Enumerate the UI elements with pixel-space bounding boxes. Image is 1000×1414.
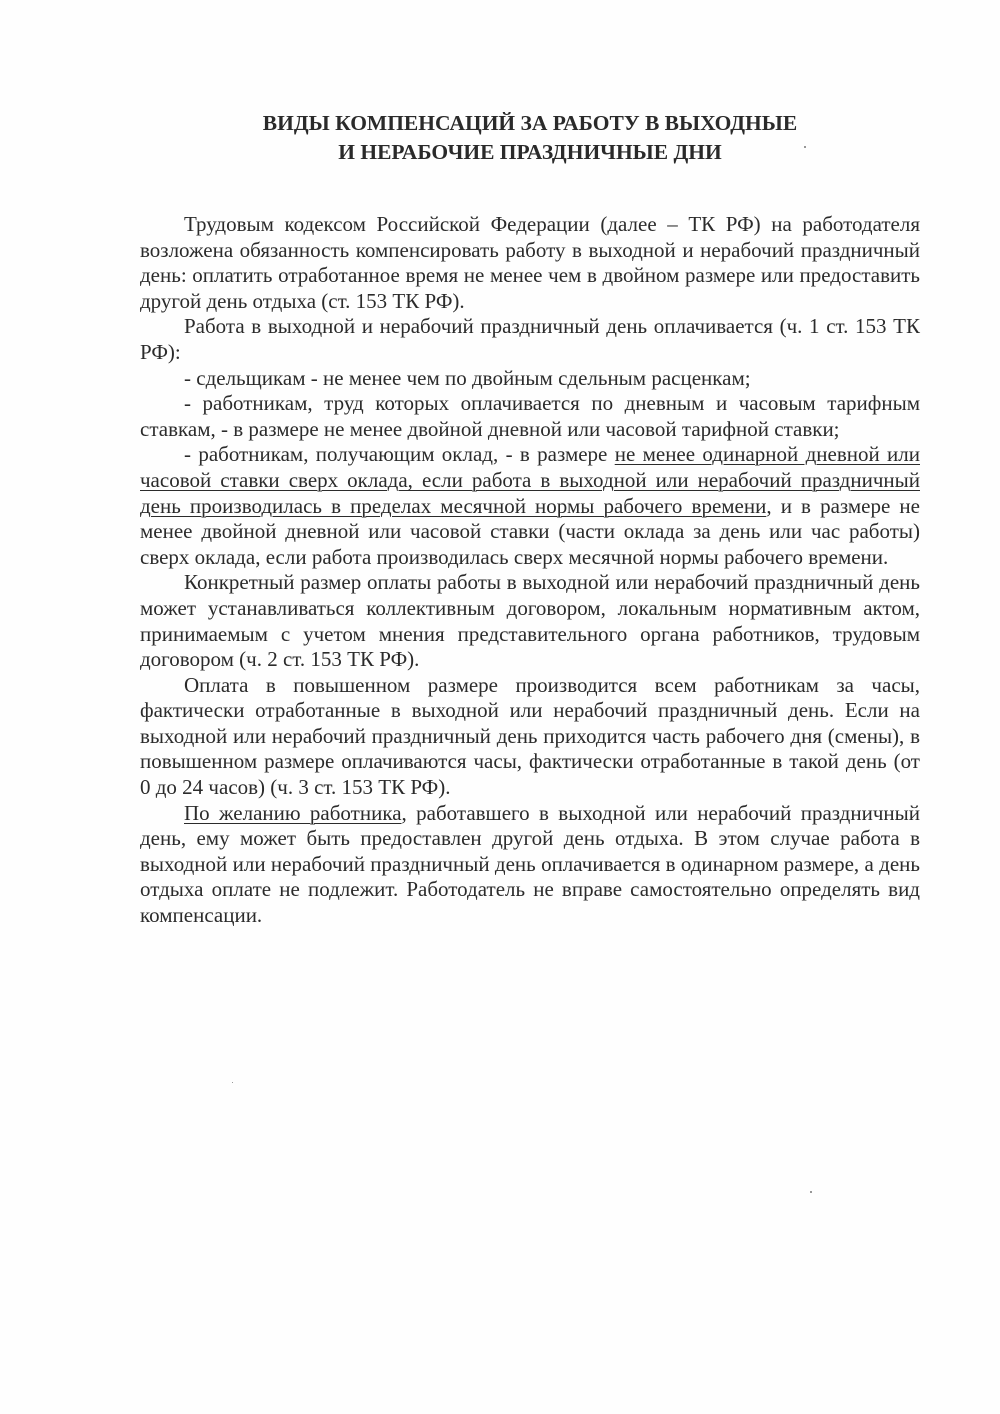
title-line-1: ВИДЫ КОМПЕНСАЦИЙ ЗА РАБОТУ В ВЫХОДНЫЕ bbox=[262, 111, 798, 135]
list-item-salaried-workers bbox=[140, 442, 920, 570]
paragraph-intro: Трудовым кодексом Российской Федерации (далее – ТК РФ) на работодателя возложена обязанность компенсировать работу в выходной и нерабочий праздничный день: оплатить отработанное время не менее чем в двойном размере или предоставить другой день отдыха (ст. 153 ТК РФ). bbox=[140, 212, 920, 313]
scan-speck bbox=[804, 146, 806, 148]
paragraph-increased-pay: Оплата в повышенном размере производится всем работникам за часы, фактически отработанные в выходной или нерабочий праздничный день. Если на выходной или нерабочий праздничный день приходится часть рабочего дня (смены), в повышенном размере оплачиваются часы, фактически отработанные в такой день (от 0 до 24 часов) (ч. 3 ст. 153 ТК РФ). bbox=[140, 672, 920, 800]
list-item-piece-workers: - сдельщикам - не менее чем по двойным сдельным расценкам; bbox=[184, 365, 751, 390]
paragraph-specific-amount: Конкретный размер оплаты работы в выходной или нерабочий праздничный день может устанавливаться коллективным договором, локальным нормативным актом, принимаемым с учетом мнения представительного органа работников, трудовым договором (ч. 2 ст. 153 ТК РФ). bbox=[140, 570, 920, 672]
day-off-underlined-text: По желанию работника bbox=[184, 800, 402, 825]
day-off-text: , работавшего в выходной или нерабочий праздничный день, ему может быть предоставлен другой день отдыха. В этом случае работа в выходной или нерабочий праздничный день оплачивается в одинарном размере, а день отдыха оплате не подлежит. Работодатель не вправе самостоятельно определять вид компенсации. bbox=[140, 800, 920, 928]
document-title bbox=[140, 109, 920, 167]
paragraph-day-off bbox=[140, 801, 920, 929]
salaried-text-start: - работникам, получающим оклад, - в размере bbox=[184, 442, 615, 467]
document-body bbox=[140, 212, 920, 929]
salaried-underlined-text: не менее одинарной дневной или часовой ставки сверх оклада, если работа в выходной или нерабочий праздничный день производилась в пределах месячной нормы рабочего времени bbox=[140, 442, 920, 518]
title-line-2: И НЕРАБОЧИЕ ПРАЗДНИЧНЫЕ ДНИ bbox=[338, 140, 722, 164]
scan-speck bbox=[810, 1191, 812, 1193]
scan-speck bbox=[232, 1082, 233, 1083]
list-item-tariff-workers: - работникам, труд которых оплачивается по дневным и часовым тарифным ставкам, - в размере не менее двойной дневной или часовой тарифной ставки; bbox=[140, 391, 920, 441]
salaried-text-end: , и в размере не менее двойной дневной или часовой ставки (части оклада за день или час работы) сверх оклада, если работа производилась сверх месячной нормы рабочего времени. bbox=[140, 493, 920, 569]
paragraph-payment-rule: Работа в выходной и нерабочий праздничный день оплачивается (ч. 1 ст. 153 ТК РФ): bbox=[140, 314, 920, 364]
